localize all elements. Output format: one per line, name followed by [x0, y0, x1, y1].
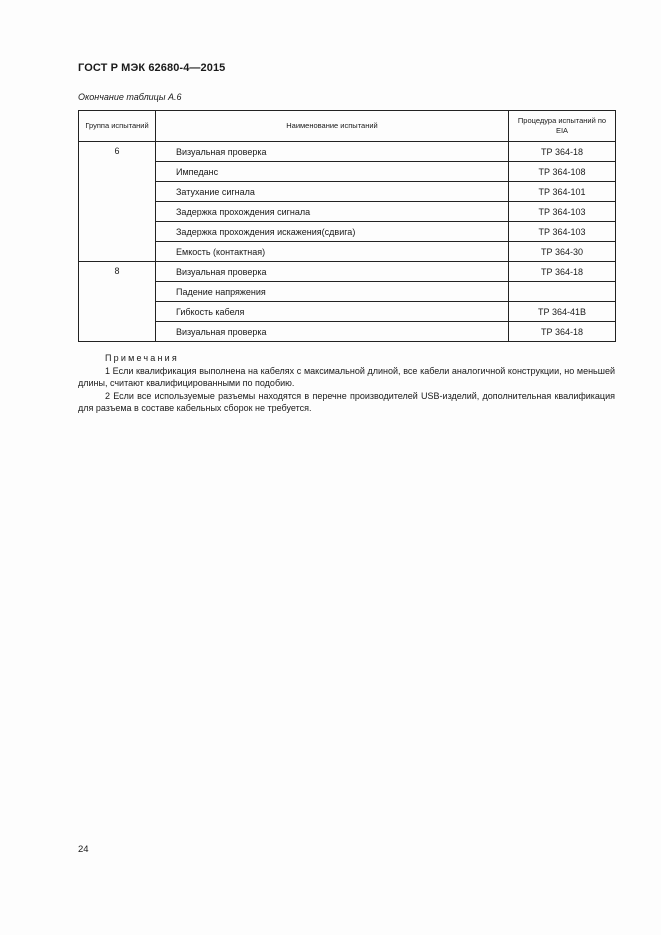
group-cell: 6 — [79, 142, 156, 262]
table-row — [79, 322, 616, 342]
test-name-cell: Затухание сигнала — [156, 182, 509, 202]
column-header-procedure: Процедура испытаний по EIA — [509, 111, 616, 142]
procedure-cell: ТР 364-101 — [509, 182, 616, 202]
procedure-cell — [509, 282, 616, 302]
table-caption: Окончание таблицы А.6 — [78, 92, 182, 102]
table-row — [79, 162, 616, 182]
procedure-cell: ТР 364-18 — [509, 262, 616, 282]
note-item: 1 Если квалификация выполнена на кабелях с максимальной длиной, все кабели аналогичной конструкции, но меньшей длины, считают квалифицированными по подобию. — [78, 365, 615, 388]
procedure-cell: ТР 364-18 — [509, 322, 616, 342]
tests-table — [78, 110, 616, 342]
procedure-cell: ТР 364-108 — [509, 162, 616, 182]
test-name-cell: Визуальная проверка — [156, 142, 509, 162]
procedure-cell: ТР 364-103 — [509, 202, 616, 222]
document-code: ГОСТ Р МЭК 62680-4—2015 — [78, 62, 226, 74]
note-item: 2 Если все используемые разъемы находятся в перечне производителей USB-изделий, дополнительная квалификация для разъема в составе кабельных сборок не требуется. — [78, 390, 615, 413]
column-header-group: Группа испытаний — [79, 111, 156, 142]
test-name-cell: Задержка прохождения сигнала — [156, 202, 509, 222]
procedure-cell: ТР 364-41В — [509, 302, 616, 322]
test-name-cell: Задержка прохождения искажения(сдвига) — [156, 222, 509, 242]
notes-block — [78, 352, 615, 415]
procedure-cell: ТР 364-18 — [509, 142, 616, 162]
page-number: 24 — [78, 844, 89, 855]
notes-heading: Примечания — [105, 353, 179, 363]
group-cell: 8 — [79, 262, 156, 342]
test-name-cell: Визуальная проверка — [156, 322, 509, 342]
table-row — [79, 202, 616, 222]
procedure-cell: ТР 364-30 — [509, 242, 616, 262]
table-row — [79, 262, 616, 282]
test-name-cell: Визуальная проверка — [156, 262, 509, 282]
table-row — [79, 242, 616, 262]
table-row — [79, 222, 616, 242]
table-row — [79, 302, 616, 322]
procedure-cell: ТР 364-103 — [509, 222, 616, 242]
test-name-cell: Емкость (контактная) — [156, 242, 509, 262]
table-row — [79, 282, 616, 302]
test-name-cell: Падение напряжения — [156, 282, 509, 302]
test-name-cell: Гибкость кабеля — [156, 302, 509, 322]
column-header-name: Наименование испытаний — [156, 111, 509, 142]
table-row — [79, 182, 616, 202]
table-header-row — [79, 111, 616, 142]
table-row — [79, 142, 616, 162]
test-name-cell: Импеданс — [156, 162, 509, 182]
